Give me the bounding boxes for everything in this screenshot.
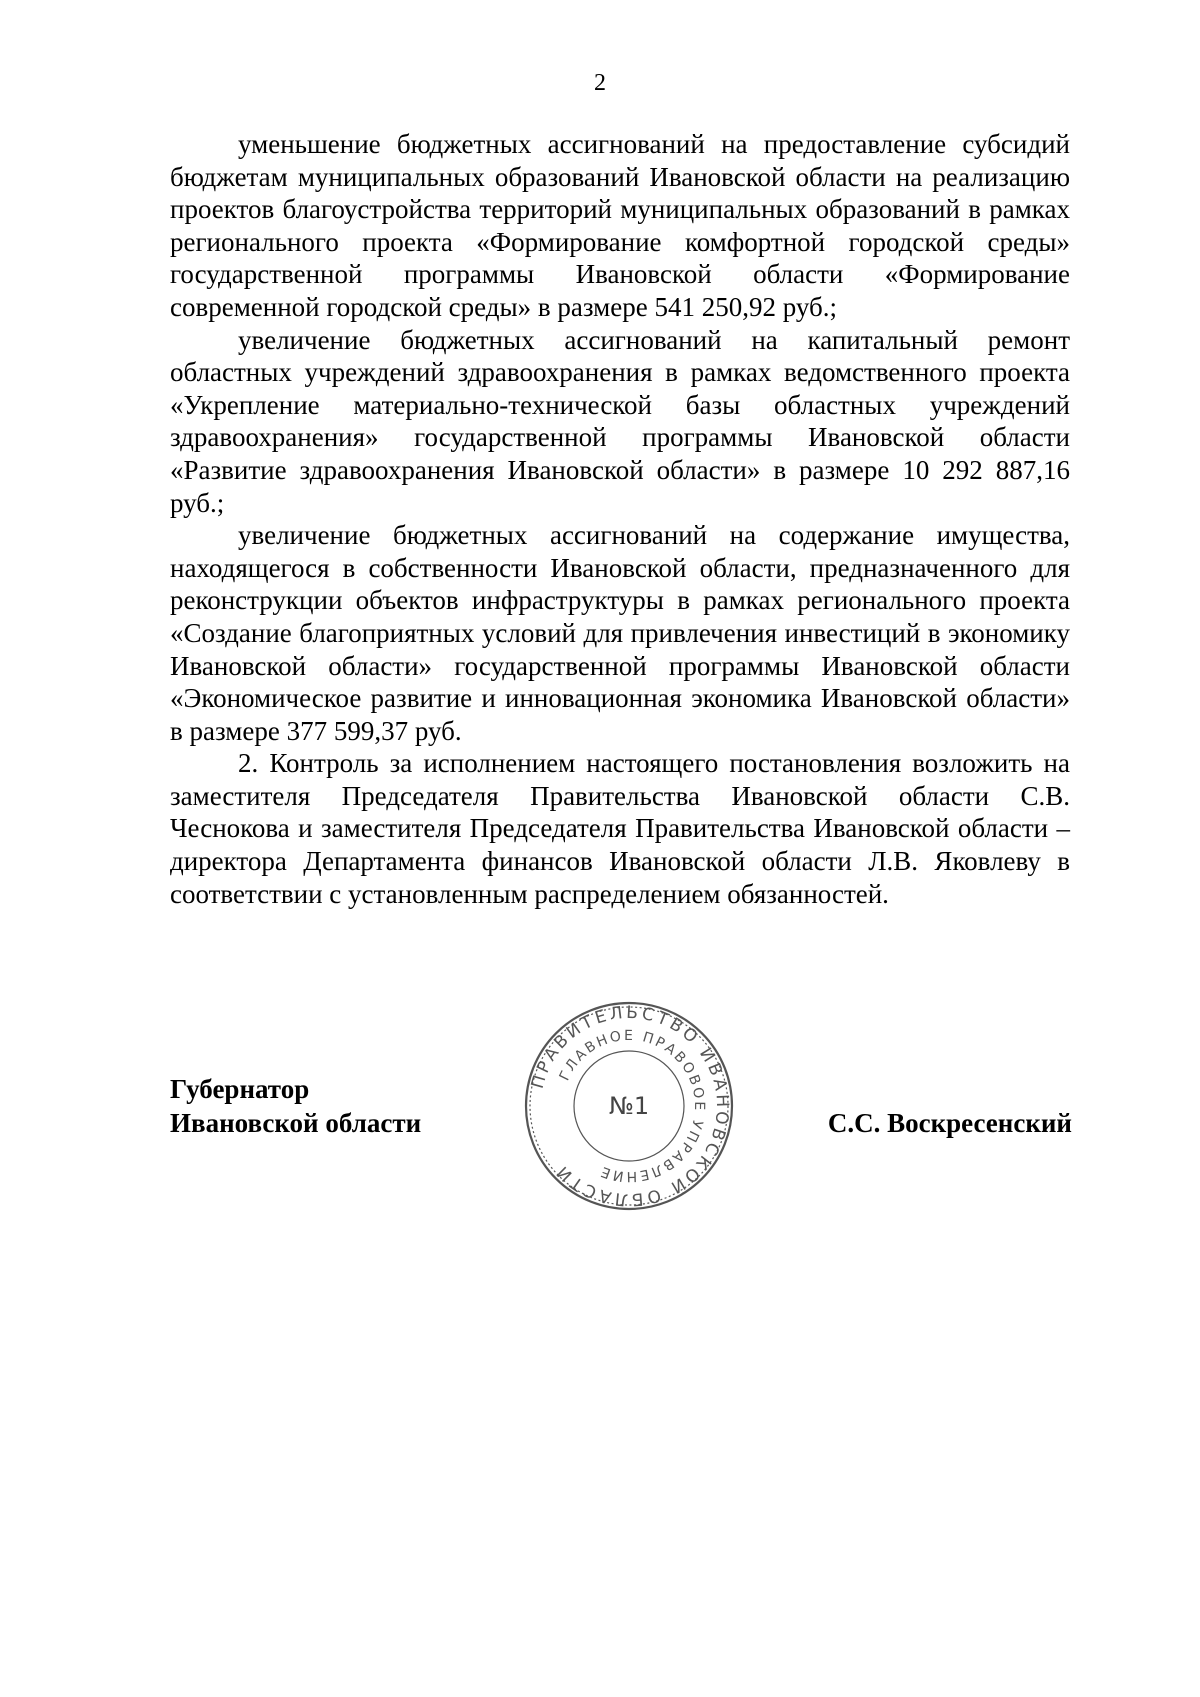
seal-inner-text: ГЛАВНОЕ ПРАВОВОЕ УПРАВЛЕНИЕ xyxy=(556,1027,708,1185)
seal-center-text: №1 xyxy=(608,1092,650,1120)
signatory-position-line2: Ивановской области xyxy=(170,1108,422,1138)
paragraph-budget-increase-healthcare: увеличение бюджетных ассигнований на капитальный ремонт областных учреждений здравоохранения в рамках ведомственного проекта «Укрепление материально-технической базы областных учреждений здравоохранения» государственной программы Ивановской области «Развитие здравоохранения Ивановской области» в размере 10 292 887,16 руб.; xyxy=(170,324,1070,518)
paragraph-budget-increase-property: увеличение бюджетных ассигнований на содержание имущества, находящегося в собственности Ивановской области, предназначенного для реконструкции объектов инфраструктуры в рамках регионального проекта «Создание благоприятных условий для привлечения инвестиций в экономику Ивановской области» государственной программы Ивановской области «Экономическое развитие и инновационная экономика Ивановской области» в размере 377 599,37 руб. xyxy=(170,520,1070,746)
official-seal-stamp xyxy=(523,1000,735,1212)
signatory-name: С.С. Воскресенский xyxy=(827,1108,1072,1138)
page-number: 2 xyxy=(594,70,606,96)
seal-outer-text: ПРАВИТЕЛЬСТВО ИВАНОВСКОЙ ОБЛАСТИ xyxy=(527,1002,733,1210)
document-body xyxy=(170,128,1070,910)
seal-icon xyxy=(523,1000,735,1212)
signatory-position xyxy=(170,1072,421,1140)
paragraph-budget-decrease-urban-environment: уменьшение бюджетных ассигнований на предоставление субсидий бюджетам муниципальных образований Ивановской области на реализацию проектов благоустройства территорий муниципальных образований в рамках регионального проекта «Формирование комфортной городской среды» государственной программы Ивановской области «Формирование современной городской среды» в размере 541 250,92 руб.; xyxy=(170,129,1070,322)
paragraph-control-clause: 2. Контроль за исполнением настоящего постановления возложить на заместителя Председателя Правительства Ивановской области С.В. Чеснокова и заместителя Председателя Правительства Ивановской области – директора Департамента финансов Ивановской области Л.В. Яковлеву в соответствии с установленным распределением обязанностей. xyxy=(170,748,1070,909)
signatory-position-line1: Губернатор xyxy=(170,1074,310,1104)
